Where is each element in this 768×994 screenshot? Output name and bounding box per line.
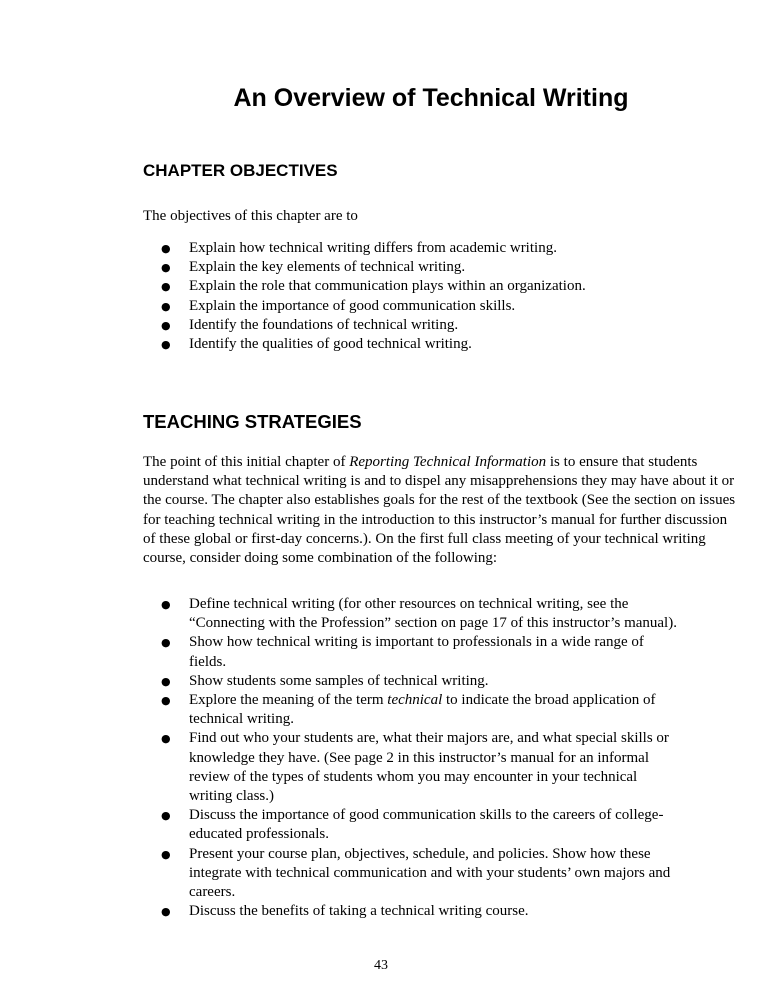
bullet-icon: ● <box>161 809 171 823</box>
bullet-icon: ● <box>161 598 171 611</box>
list-item: ● Identify the qualities of good technical writing. <box>143 335 743 354</box>
bullet-icon: ● <box>161 905 171 919</box>
objectives-heading: CHAPTER OBJECTIVES <box>143 161 338 180</box>
bullet-icon: ● <box>161 261 171 275</box>
list-item: ● Define technical writing (for other resources on technical writing, see the “Connecting with the Profession” section on page 17 of this instructor’s manual). <box>161 596 677 632</box>
list-item: ● Identify the foundations of technical writing. <box>143 316 743 335</box>
bullet-icon: ● <box>161 847 171 861</box>
list-item: ● Discuss the importance of good communication skills to the careers of college-educated professionals. <box>161 807 664 843</box>
bullet-icon: ● <box>161 280 171 294</box>
strategies-paragraph: The point of this initial chapter of Reporting Technical Information is to ensure that students understand what technical writing is and to dispel any misapprehensions they may have about it or the course. The chapter also establishes goals for the rest of the textbook (See the section on issues for teaching technical writing in the introduction to this instructor’s manual for further discussion of these global or first-day concerns.). On the first full class meeting of your technical writing course, consider doing some combination of the following: <box>143 454 736 567</box>
list-item: ● Discuss the benefits of taking a technical writing course. <box>143 902 683 921</box>
bullet-icon: ● <box>161 338 171 352</box>
list-item: ● Explain the importance of good communication skills. <box>143 297 743 316</box>
book-title: Reporting Technical Information <box>349 454 547 470</box>
page-number: 43 <box>374 958 388 973</box>
bullet-icon: ● <box>161 732 171 746</box>
list-item: ● Show how technical writing is important to professionals in a wide range of fields. <box>161 634 644 670</box>
strategies-list <box>143 595 683 921</box>
list-item: ● Explain the role that communication plays within an organization. <box>143 277 743 296</box>
list-item: ● Find out who your students are, what their majors are, and what special skills or knowledge they have. (See page 2 in this instructor’s manual for an informal review of the types of students whom you may encounter in your technical writing class.) <box>161 730 669 805</box>
list-item: ● Present your course plan, objectives, schedule, and policies. Show how these integrate with technical communication and with your students’ own majors and careers. <box>161 845 671 901</box>
objectives-intro: The objectives of this chapter are to <box>143 208 358 224</box>
list-item: ● Explain how technical writing differs from academic writing. <box>143 239 743 258</box>
bullet-icon: ● <box>161 242 171 255</box>
bullet-icon: ● <box>161 694 171 708</box>
page-title: An Overview of Technical Writing <box>233 84 629 112</box>
bullet-icon: ● <box>161 318 171 332</box>
list-item: ● Show students some samples of technical writing. <box>143 672 683 691</box>
list-item: ● Explain the key elements of technical writing. <box>143 258 743 277</box>
bullet-icon: ● <box>161 674 171 688</box>
objectives-list <box>143 239 743 354</box>
bullet-icon: ● <box>161 299 171 313</box>
list-item: ● Explore the meaning of the term technical to indicate the broad application of technical writing. <box>161 692 656 728</box>
bullet-icon: ● <box>161 636 171 650</box>
strategies-heading: TEACHING STRATEGIES <box>143 411 362 432</box>
